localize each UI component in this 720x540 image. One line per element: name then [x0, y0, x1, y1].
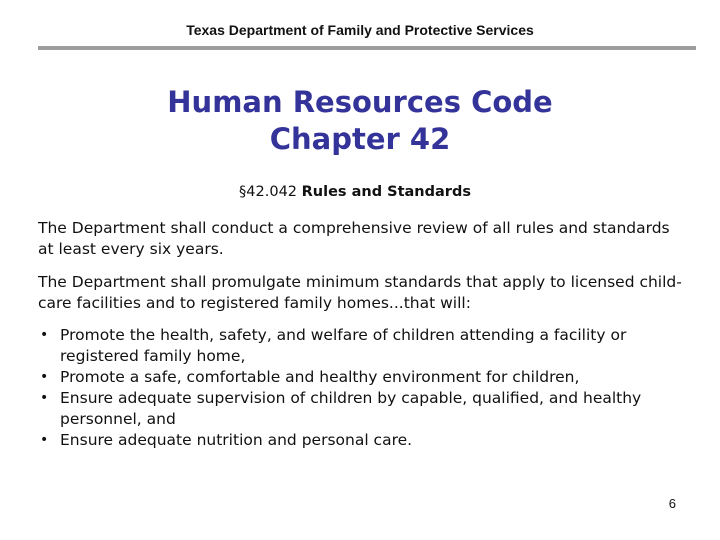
section-number: §42.042	[239, 184, 298, 200]
slide-header: Texas Department of Family and Protective Services	[186, 22, 534, 38]
bullet-icon: •	[40, 390, 49, 406]
paragraph-review: The Department shall conduct a comprehensive review of all rules and standards at least every six years.	[38, 219, 670, 258]
section-title: Rules and Standards	[301, 184, 471, 200]
list-item: • Ensure adequate supervision of children by capable, qualified, and healthy personnel, and	[40, 389, 642, 428]
bullet-icon: •	[40, 432, 49, 448]
paragraph-standards: The Department shall promulgate minimum standards that apply to licensed child-care facilities and to registered family homes...that will:	[38, 273, 682, 312]
slide-title	[0, 84, 720, 158]
title-line-2: Chapter 42	[269, 122, 451, 156]
list-item: • Ensure adequate nutrition and personal care.	[40, 431, 413, 449]
page-number: 6	[668, 496, 676, 511]
list-item: • Promote a safe, comfortable and healthy environment for children,	[40, 368, 580, 386]
header-divider	[38, 46, 696, 50]
title-line-1: Human Resources Code	[167, 85, 553, 119]
section-heading	[0, 184, 710, 200]
bullet-icon: •	[40, 327, 49, 343]
list-item: • Promote the health, safety, and welfare of children attending a facility or registered family home,	[40, 326, 627, 365]
bullet-icon: •	[40, 369, 49, 385]
bullet-list	[38, 325, 688, 451]
